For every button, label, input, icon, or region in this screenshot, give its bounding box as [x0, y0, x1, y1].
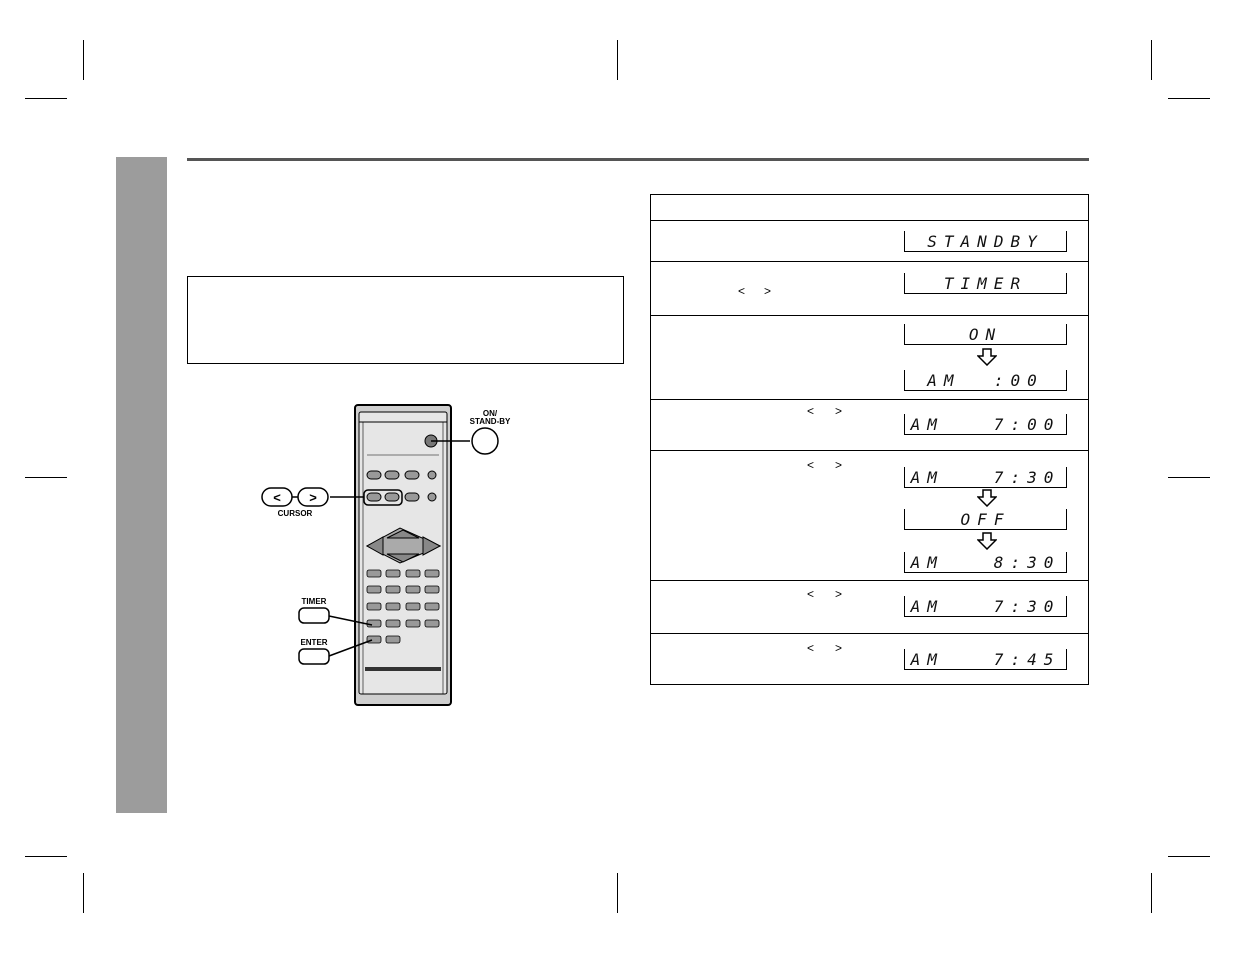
crop-mark [1168, 856, 1210, 857]
crop-mark [1151, 873, 1152, 913]
lcd-display: STANDBY [904, 231, 1067, 252]
cursor-left-glyph: < [807, 587, 815, 601]
section-side-tab [116, 157, 167, 813]
timer-button [299, 608, 329, 623]
cursor-right-glyph: > [835, 587, 843, 601]
crop-mark [25, 98, 67, 99]
lcd-display: AM 7:30 [904, 467, 1067, 488]
header-rule [187, 158, 1089, 161]
lcd-display: AM 7:30 [904, 596, 1067, 617]
cursor-left-glyph: < [807, 404, 815, 418]
crop-mark [1168, 477, 1210, 478]
lcd-display: TIMER [904, 273, 1067, 294]
lcd-display: AM 7:45 [904, 649, 1067, 670]
crop-mark [617, 40, 618, 80]
down-arrow-icon [977, 348, 997, 366]
note-box [187, 276, 624, 364]
on-standby-callout [472, 428, 498, 454]
crop-mark [83, 40, 84, 80]
cursor-left-glyph: < [273, 490, 281, 505]
remote-illustration [255, 400, 525, 710]
cursor-right-glyph: > [309, 490, 317, 505]
cursor-left-glyph: < [807, 458, 815, 472]
lcd-display: ON [904, 324, 1067, 345]
lcd-display: OFF [904, 509, 1067, 530]
crop-mark [1151, 40, 1152, 80]
steps-table [650, 194, 1089, 685]
crop-mark [25, 856, 67, 857]
enter-button [299, 649, 329, 664]
cursor-left-glyph: < [738, 284, 746, 298]
cursor-right-glyph: > [764, 284, 772, 298]
crop-mark [25, 477, 67, 478]
lcd-display: AM 8:30 [904, 552, 1067, 573]
crop-mark [1168, 98, 1210, 99]
down-arrow-icon [977, 489, 997, 507]
crop-mark [617, 873, 618, 913]
enter-label: ENTER [300, 638, 328, 647]
cursor-right-glyph: > [835, 458, 843, 472]
cursor-label: CURSOR [277, 509, 313, 518]
lcd-display: AM 7:00 [904, 414, 1067, 435]
down-arrow-icon [977, 532, 997, 550]
cursor-left-glyph: < [807, 641, 815, 655]
timer-label: TIMER [301, 597, 327, 606]
cursor-right-glyph: > [835, 404, 843, 418]
on-standby-label: ON/ STAND-BY [469, 409, 511, 426]
cursor-right-glyph: > [835, 641, 843, 655]
lcd-display: AM :00 [904, 370, 1067, 391]
crop-mark [83, 873, 84, 913]
